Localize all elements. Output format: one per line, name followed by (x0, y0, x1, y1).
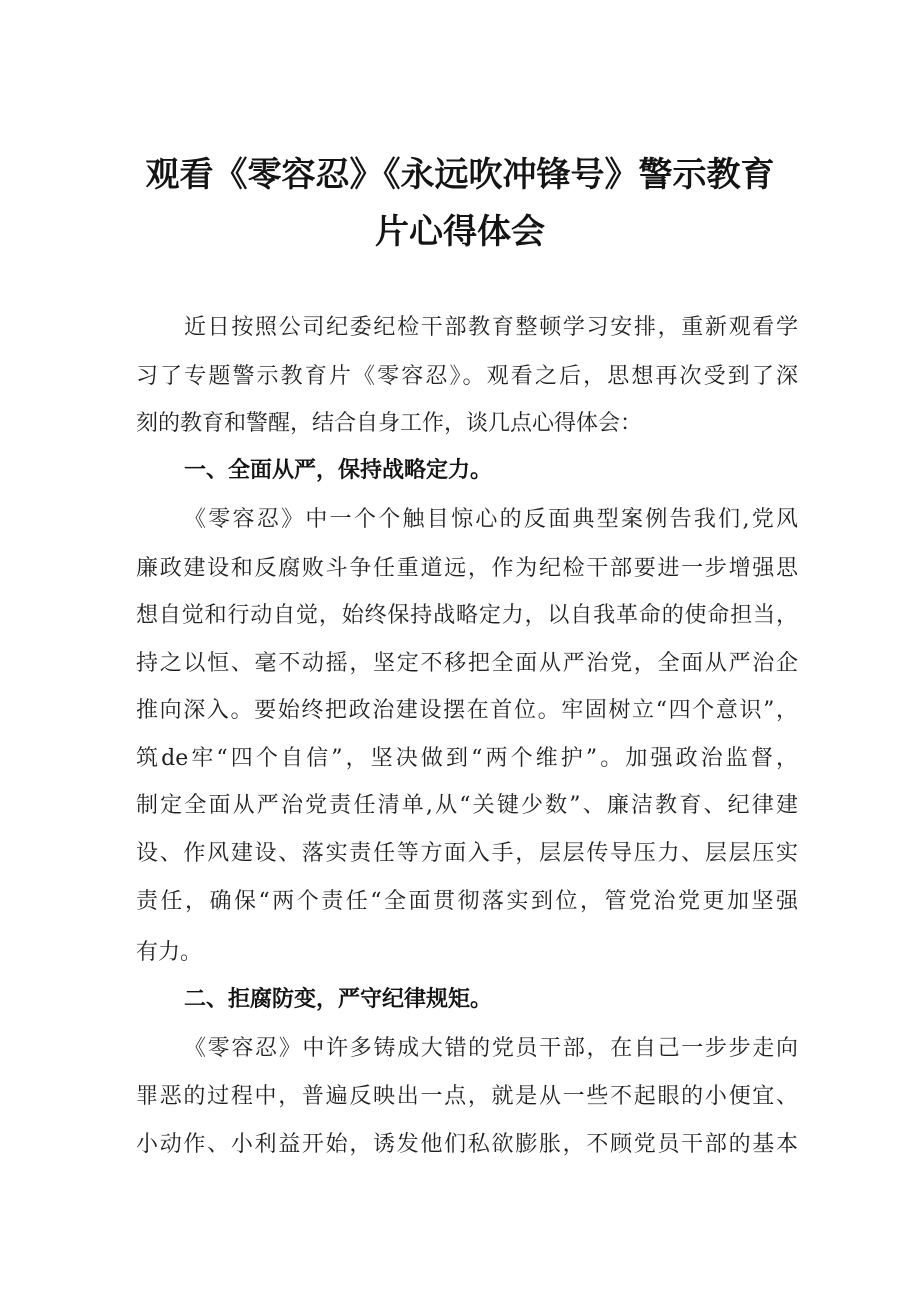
section-1-line: 责任，确保“两个责任“全面贯彻落实到位，管党治党更加坚强 (136, 889, 798, 914)
section-1-line: 筑de牢“四个自信”，坚决做到“两个维护”。加强政治监督， (136, 746, 798, 771)
intro-line: 刻的教育和警醒，结合自身工作，谈几点心得体会： (136, 411, 643, 436)
section-2-line: 小动作、小利益开始，诱发他们私欲膨胀，不顾党员干部的基本 (136, 1132, 798, 1157)
document-title-line-1: 观看《零容忍》《永远吹冲锋号》警示教育 (145, 155, 775, 195)
section-2-line: 《零容忍》中许多铸成大错的党员干部，在自己一步步走向 (184, 1036, 798, 1061)
section-1-line: 《零容忍》中一个个触目惊心的反面典型案例告我们,党风 (184, 507, 798, 532)
section-1-line: 持之以恒、毫不动摇，坚定不移把全面从严治党，全面从严治企 (136, 651, 798, 676)
section-2-line: 罪恶的过程中，普遍反映出一点，就是从一些不起眼的小便宜、 (136, 1084, 798, 1109)
section-1-line: 制定全面从严治党责任清单,从“关键少数”、廉洁教育、纪律建 (136, 793, 798, 818)
section-1-line: 廉政建设和反腐败斗争任重道远，作为纪检干部要进一步增强思 (136, 556, 798, 581)
section-1-line: 想自觉和行动自觉，始终保持战略定力，以自我革命的使命担当， (136, 603, 798, 628)
document-title-line-2: 片心得体会 (375, 212, 545, 252)
section-2-heading: 二、拒腐防变，严守纪律规矩。 (184, 987, 493, 1012)
intro-line: 习了专题警示教育片《零容忍》。观看之后，思想再次受到了深 (136, 364, 798, 389)
section-1-line: 有力。 (136, 940, 203, 965)
section-1-line: 推向深入。要始终把政治建设摆在首位。牢固树立“四个意识”， (136, 698, 798, 723)
section-1-heading: 一、全面从严，保持战略定力。 (184, 458, 493, 483)
intro-line: 近日按照公司纪委纪检干部教育整顿学习安排，重新观看学 (184, 315, 798, 340)
section-1-line: 设、作风建设、落实责任等方面入手，层层传导压力、层层压实 (136, 841, 798, 866)
